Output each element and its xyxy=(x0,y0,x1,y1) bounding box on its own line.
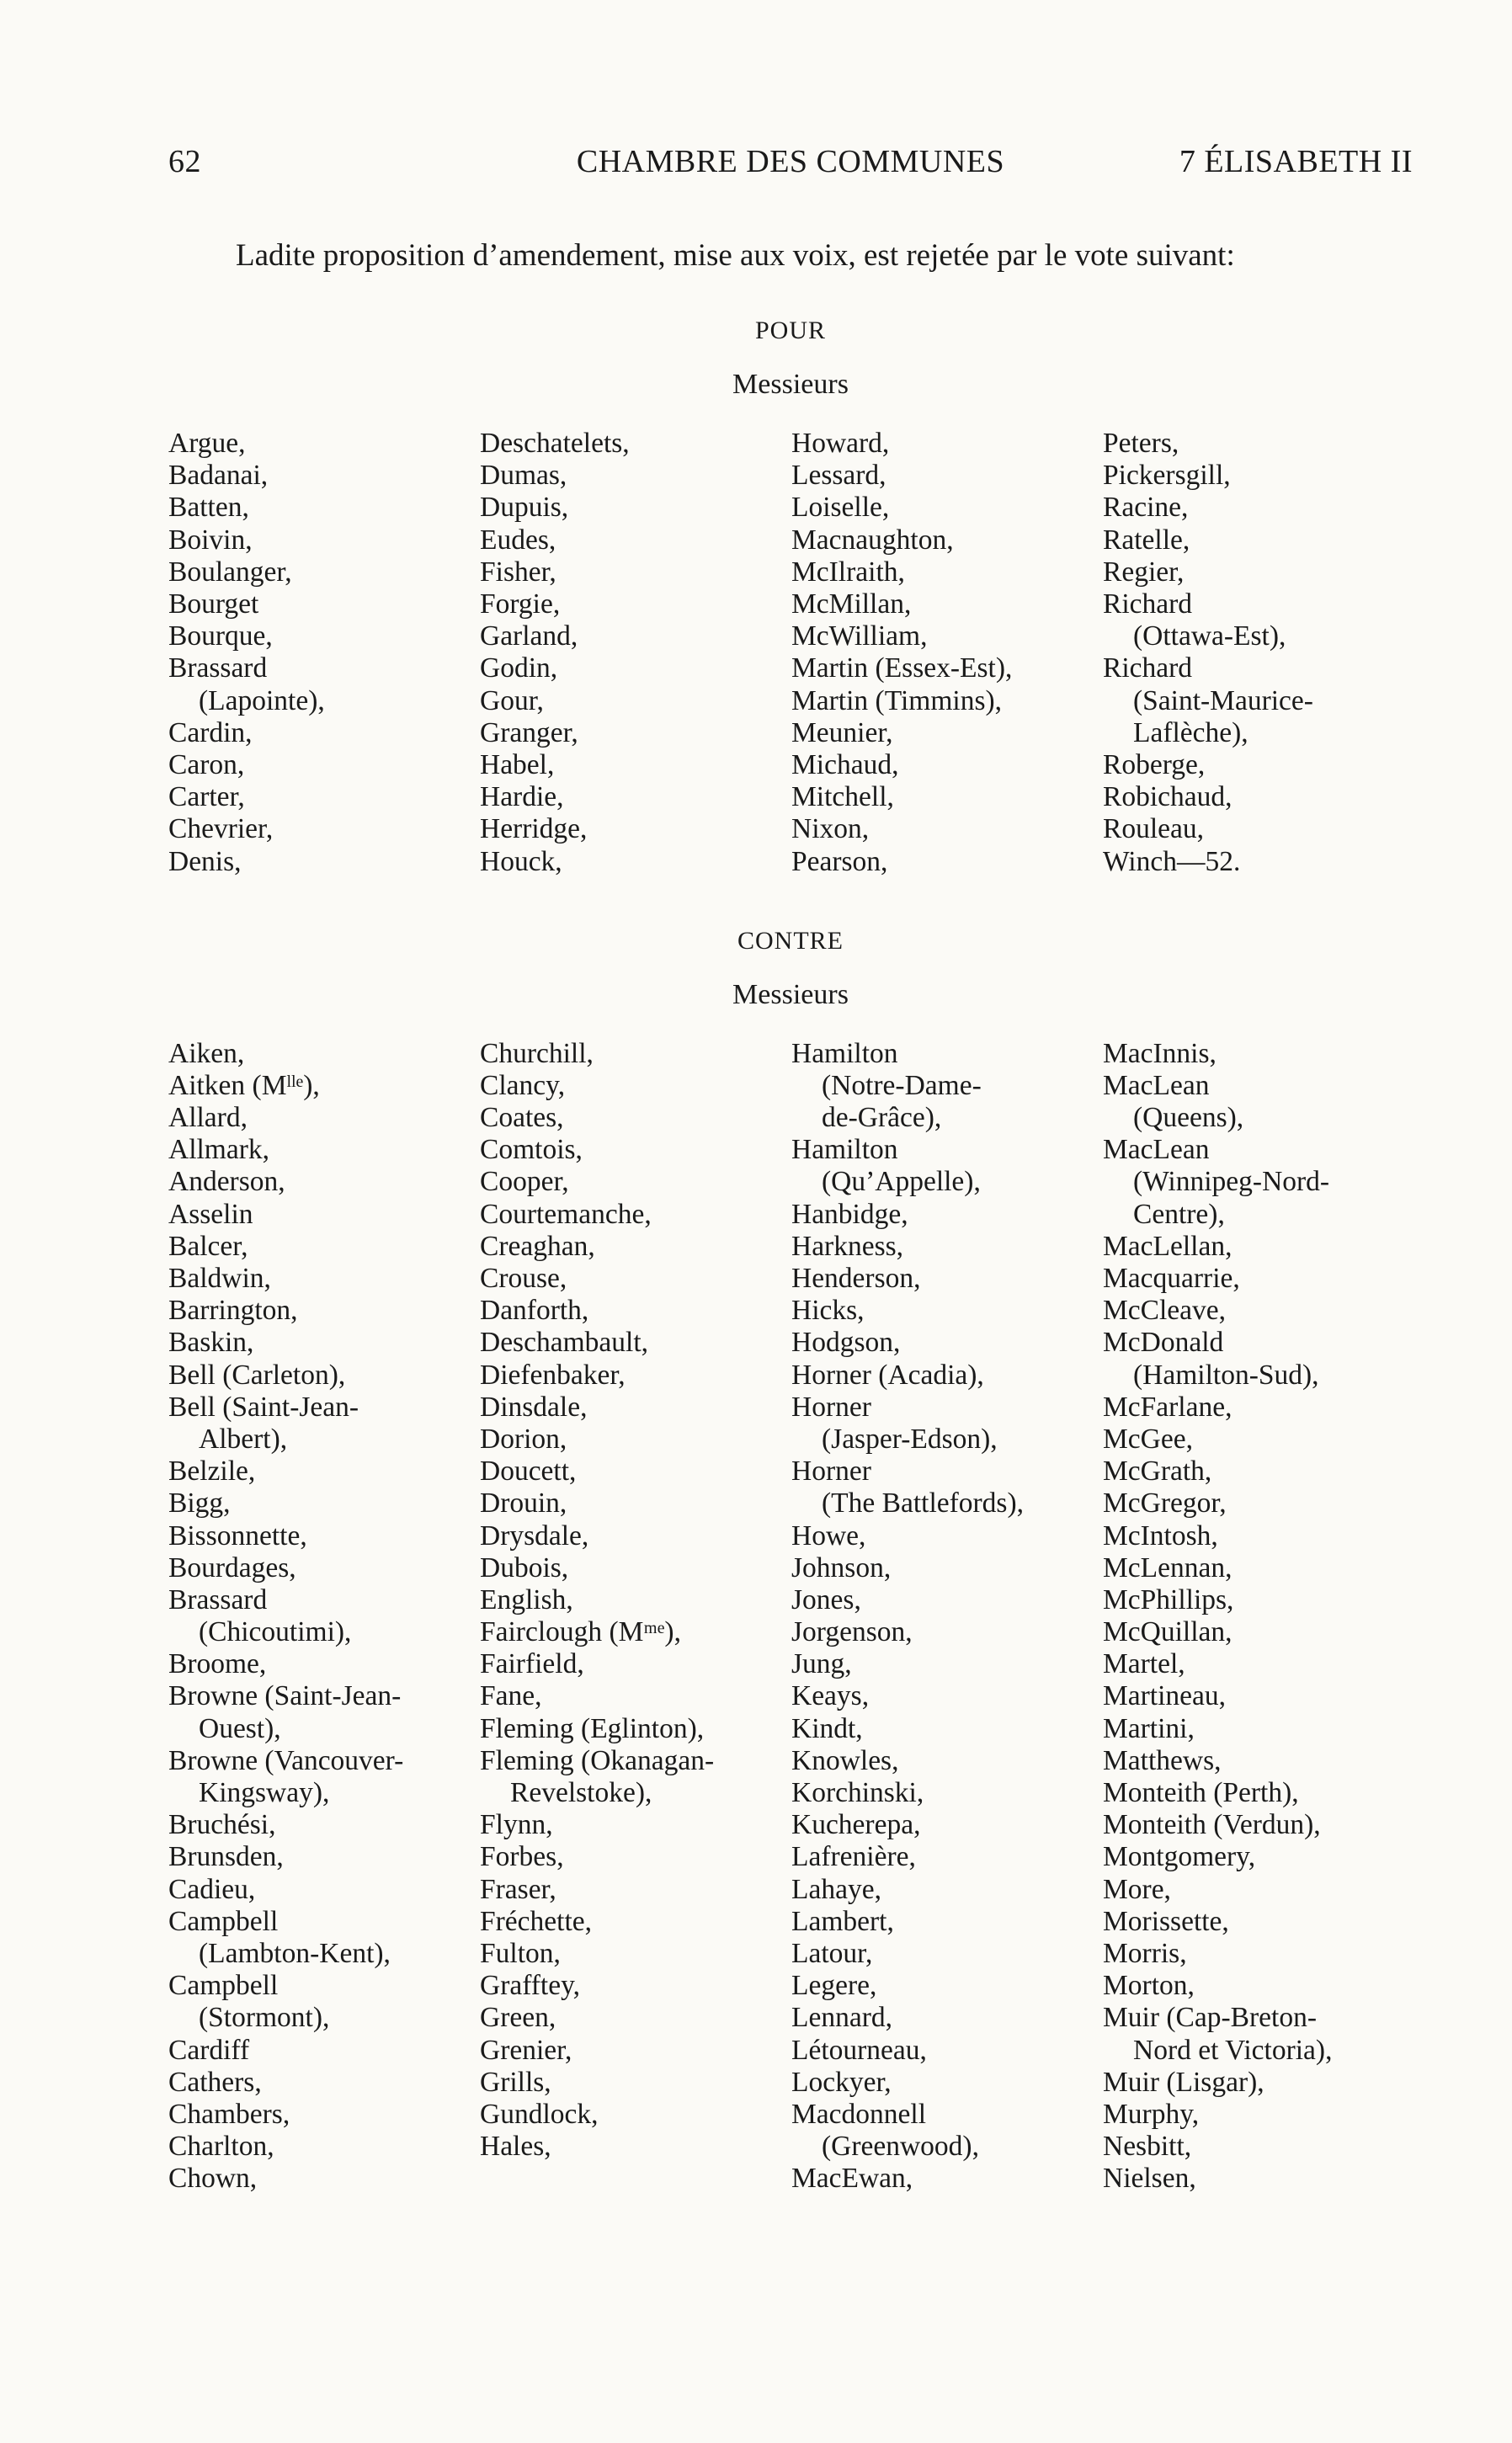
member-name: Dinsdale, xyxy=(480,1391,588,1423)
member-name: MacEwan, xyxy=(791,2163,913,2195)
member-name: Belzile, xyxy=(168,1456,256,1488)
member-name: Garland, xyxy=(480,620,578,652)
member-name: Allmark, xyxy=(168,1134,270,1166)
member-name: Drouin, xyxy=(480,1488,567,1520)
member-name: Legere, xyxy=(791,1970,877,2002)
member-name: Brunsden, xyxy=(168,1841,284,1873)
member-name: (Saint-Maurice- xyxy=(1133,684,1313,716)
member-name: Campbell xyxy=(168,1970,279,2002)
member-name: Cardin, xyxy=(168,716,253,748)
member-name: Creaghan, xyxy=(480,1230,595,1262)
member-name: Knowles, xyxy=(791,1744,899,1776)
member-name: Montgomery, xyxy=(1103,1841,1256,1873)
member-name: Macdonnell xyxy=(791,2098,927,2130)
member-name: Gour, xyxy=(480,684,544,716)
member-name: Dubois, xyxy=(480,1551,569,1583)
member-name: Monteith (Perth), xyxy=(1103,1777,1299,1809)
member-name: Allard, xyxy=(168,1102,248,1134)
member-name: Horner (Acadia), xyxy=(791,1359,984,1391)
member-name: Eudes, xyxy=(480,524,556,556)
member-name: McLennan, xyxy=(1103,1551,1232,1583)
document-page xyxy=(168,143,1413,2195)
member-name: Fleming (Eglinton), xyxy=(480,1712,705,1744)
member-name: Muir (Cap-Breton- xyxy=(1103,2002,1317,2034)
running-header xyxy=(168,143,1413,194)
member-name: Bissonnette, xyxy=(168,1520,307,1551)
member-name: Howe, xyxy=(791,1520,866,1551)
member-name: Crouse, xyxy=(480,1263,567,1295)
member-name: Granger, xyxy=(480,716,578,748)
member-name: Campbell xyxy=(168,1905,279,1937)
member-name: Peters, xyxy=(1103,428,1179,460)
member-name: Regier, xyxy=(1103,556,1185,588)
member-name: Mitchell, xyxy=(791,781,894,813)
member-name: Boulanger, xyxy=(168,556,292,588)
member-name: Loiselle, xyxy=(791,492,890,524)
member-name: Denis, xyxy=(168,845,242,877)
member-name: (Lapointe), xyxy=(199,684,325,716)
member-name: Hales, xyxy=(480,2131,551,2163)
member-name: Monteith (Verdun), xyxy=(1103,1809,1321,1841)
member-name: Fréchette, xyxy=(480,1905,593,1937)
member-name: (Chicoutimi), xyxy=(199,1616,352,1648)
member-name: Cardiff xyxy=(168,2034,250,2066)
member-name: Houck, xyxy=(480,845,562,877)
member-name: Lahaye, xyxy=(791,1873,881,1905)
member-name: Diefenbaker, xyxy=(480,1359,626,1391)
member-name: Dumas, xyxy=(480,460,567,492)
member-name: Cooper, xyxy=(480,1166,569,1198)
member-name: Bourque, xyxy=(168,620,273,652)
member-name: Martineau, xyxy=(1103,1680,1227,1712)
member-name: Ouest), xyxy=(199,1712,281,1744)
member-name: Lafrenière, xyxy=(791,1841,916,1873)
member-name: Charlton, xyxy=(168,2131,274,2163)
pour-subheading: Messieurs xyxy=(732,369,849,401)
member-name: Doucett, xyxy=(480,1456,577,1488)
member-name: McFarlane, xyxy=(1103,1391,1232,1423)
member-name: English, xyxy=(480,1583,573,1615)
member-name: Meunier, xyxy=(791,716,893,748)
member-name: McIlraith, xyxy=(791,556,905,588)
member-name: Aiken, xyxy=(168,1037,245,1069)
member-name: McQuillan, xyxy=(1103,1616,1232,1648)
member-name: Robichaud, xyxy=(1103,781,1232,813)
member-name: Gundlock, xyxy=(480,2098,599,2130)
member-name: Johnson, xyxy=(791,1551,892,1583)
member-name: Hamilton xyxy=(791,1037,898,1069)
member-name: Browne (Saint-Jean- xyxy=(168,1680,402,1712)
member-name: Fairfield, xyxy=(480,1648,584,1680)
member-name: Lennard, xyxy=(791,2002,892,2034)
member-name: Revelstoke), xyxy=(510,1777,652,1809)
member-name: Danforth, xyxy=(480,1295,589,1327)
member-name: Kindt, xyxy=(791,1712,863,1744)
member-name: Nixon, xyxy=(791,813,870,845)
contre-column-3 xyxy=(791,1038,1103,2196)
pour-column-1 xyxy=(168,428,480,878)
member-name: Drysdale, xyxy=(480,1520,589,1551)
member-name: Hardie, xyxy=(480,781,564,813)
member-name: McPhillips, xyxy=(1103,1583,1234,1615)
member-name: Richard xyxy=(1103,588,1193,620)
member-name: Bell (Carleton), xyxy=(168,1359,346,1391)
member-name: Broome, xyxy=(168,1648,267,1680)
member-name: Cathers, xyxy=(168,2066,262,2098)
contre-name-columns xyxy=(168,1038,1413,2196)
member-name: (Ottawa-Est), xyxy=(1133,620,1286,652)
member-name: Jones, xyxy=(791,1583,861,1615)
member-name: Martini, xyxy=(1103,1712,1195,1744)
member-name: Fraser, xyxy=(480,1873,556,1905)
member-name: Horner xyxy=(791,1391,871,1423)
member-name: Bourget xyxy=(168,588,259,620)
member-name: Macquarrie, xyxy=(1103,1263,1240,1295)
member-name: Macnaughton, xyxy=(791,524,954,556)
member-name: Clancy, xyxy=(480,1069,566,1101)
member-name: Hodgson, xyxy=(791,1327,901,1359)
contre-column-4 xyxy=(1103,1038,1414,2196)
contre-column-2 xyxy=(480,1038,791,2196)
member-name: Deschatelets, xyxy=(480,428,630,460)
member-name: Lambert, xyxy=(791,1905,894,1937)
member-name: Jung, xyxy=(791,1648,852,1680)
member-name: (Winnipeg-Nord- xyxy=(1133,1166,1330,1198)
member-name: Chown, xyxy=(168,2163,258,2195)
member-name: Muir (Lisgar), xyxy=(1103,2066,1264,2098)
pour-column-4 xyxy=(1103,428,1414,878)
member-name: Martel, xyxy=(1103,1648,1185,1680)
member-name: Aitken (Mˡˡᵉ), xyxy=(168,1069,320,1101)
member-name: Nord et Victoria), xyxy=(1133,2034,1333,2066)
member-name: Kucherepa, xyxy=(791,1809,921,1841)
member-name: Korchinski, xyxy=(791,1777,924,1809)
member-name: Churchill, xyxy=(480,1037,594,1069)
member-name: (Greenwood), xyxy=(822,2131,979,2163)
contre-subheading: Messieurs xyxy=(732,978,849,1010)
contre-column-1 xyxy=(168,1038,480,2196)
member-name: (Queens), xyxy=(1133,1102,1244,1134)
member-name: McCleave, xyxy=(1103,1295,1227,1327)
member-name: Brassard xyxy=(168,652,268,684)
member-name: MacLean xyxy=(1103,1134,1210,1166)
member-name: Lessard, xyxy=(791,460,886,492)
member-name: Martin (Timmins), xyxy=(791,684,1003,716)
member-name: Caron, xyxy=(168,748,245,780)
member-name: Fane, xyxy=(480,1680,542,1712)
member-name: McMillan, xyxy=(791,588,912,620)
intro-paragraph: Ladite proposition d’amendement, mise aux voix, est rejetée par le vote suivant: xyxy=(236,238,1235,273)
member-name: Anderson, xyxy=(168,1166,285,1198)
member-name: Godin, xyxy=(480,652,558,684)
member-name: McIntosh, xyxy=(1103,1520,1218,1551)
member-name: Hamilton xyxy=(791,1134,898,1166)
member-name: (Hamilton-Sud), xyxy=(1133,1359,1319,1391)
member-name: Comtois, xyxy=(480,1134,583,1166)
member-name: Grafftey, xyxy=(480,1970,581,2002)
member-name: (The Battlefords), xyxy=(822,1488,1024,1520)
header-title: CHAMBRE DES COMMUNES xyxy=(576,144,1005,179)
member-name: Albert), xyxy=(199,1423,288,1455)
member-name: Batten, xyxy=(168,492,249,524)
member-name: Habel, xyxy=(480,748,555,780)
member-name: Richard xyxy=(1103,652,1193,684)
member-name: Dorion, xyxy=(480,1423,567,1455)
member-name: Grills, xyxy=(480,2066,551,2098)
member-name: Centre), xyxy=(1133,1198,1225,1230)
pour-heading: POUR xyxy=(754,317,827,345)
member-name: (Lambton-Kent), xyxy=(199,1937,391,1969)
member-name: Latour, xyxy=(791,1937,873,1969)
member-name: Matthews, xyxy=(1103,1744,1222,1776)
member-name: Murphy, xyxy=(1103,2098,1200,2130)
member-name: Pickersgill, xyxy=(1103,460,1231,492)
member-name: Chevrier, xyxy=(168,813,274,845)
page-number: 62 xyxy=(168,144,201,179)
member-name: Laflèche), xyxy=(1133,716,1248,748)
member-name: Lockyer, xyxy=(791,2066,892,2098)
member-name: More, xyxy=(1103,1873,1171,1905)
member-name: Morris, xyxy=(1103,1937,1187,1969)
member-name: Boivin, xyxy=(168,524,253,556)
member-name: Deschambault, xyxy=(480,1327,649,1359)
member-name: Courtemanche, xyxy=(480,1198,652,1230)
member-name: Badanai, xyxy=(168,460,269,492)
member-name: McDonald xyxy=(1103,1327,1224,1359)
member-name: de-Grâce), xyxy=(822,1102,942,1134)
member-name: Michaud, xyxy=(791,748,899,780)
member-name: Flynn, xyxy=(480,1809,553,1841)
member-name: Barrington, xyxy=(168,1295,298,1327)
member-name: Rouleau, xyxy=(1103,813,1205,845)
member-name: Roberge, xyxy=(1103,748,1206,780)
member-name: Bruchési, xyxy=(168,1809,276,1841)
member-name: Kingsway), xyxy=(199,1777,330,1809)
member-name: (Jasper-Edson), xyxy=(822,1423,998,1455)
member-name: Grenier, xyxy=(480,2034,572,2066)
member-name: McWilliam, xyxy=(791,620,928,652)
member-name: Fleming (Okanagan- xyxy=(480,1744,715,1776)
member-name: Browne (Vancouver- xyxy=(168,1744,404,1776)
member-name: McGee, xyxy=(1103,1423,1193,1455)
member-name: Herridge, xyxy=(480,813,588,845)
member-name: (Qu’Appelle), xyxy=(822,1166,981,1198)
member-name: Racine, xyxy=(1103,492,1189,524)
member-name: Fairclough (Mᵐᵉ), xyxy=(480,1616,681,1648)
member-name: Forgie, xyxy=(480,588,561,620)
member-name: MacLellan, xyxy=(1103,1230,1232,1262)
member-name: Pearson, xyxy=(791,845,888,877)
member-name: Bigg, xyxy=(168,1488,231,1520)
member-name: Asselin xyxy=(168,1198,253,1230)
member-name: Baldwin, xyxy=(168,1263,271,1295)
member-name: Dupuis, xyxy=(480,492,569,524)
member-name: Keays, xyxy=(791,1680,870,1712)
member-name: Coates, xyxy=(480,1102,564,1134)
member-name: Bourdages, xyxy=(168,1551,296,1583)
contre-heading: CONTRE xyxy=(737,926,844,955)
pour-name-columns xyxy=(168,428,1413,878)
member-name: Ratelle, xyxy=(1103,524,1190,556)
member-name: Morissette, xyxy=(1103,1905,1229,1937)
member-name: Bell (Saint-Jean- xyxy=(168,1391,359,1423)
member-name: Winch—52. xyxy=(1103,845,1241,877)
member-name: Létourneau, xyxy=(791,2034,927,2066)
member-name: Cadieu, xyxy=(168,1873,256,1905)
member-name: Martin (Essex-Est), xyxy=(791,652,1013,684)
member-name: Henderson, xyxy=(791,1263,921,1295)
member-name: Baskin, xyxy=(168,1327,254,1359)
member-name: Horner xyxy=(791,1456,871,1488)
pour-column-3 xyxy=(791,428,1103,878)
member-name: Brassard xyxy=(168,1583,268,1615)
member-name: MacInnis, xyxy=(1103,1037,1217,1069)
member-name: Forbes, xyxy=(480,1841,564,1873)
member-name: Carter, xyxy=(168,781,245,813)
member-name: Morton, xyxy=(1103,1970,1195,2002)
member-name: Fulton, xyxy=(480,1937,561,1969)
member-name: McGregor, xyxy=(1103,1488,1227,1520)
member-name: Nielsen, xyxy=(1103,2163,1196,2195)
member-name: Jorgenson, xyxy=(791,1616,913,1648)
member-name: Harkness, xyxy=(791,1230,904,1262)
member-name: Hanbidge, xyxy=(791,1198,908,1230)
member-name: Nesbitt, xyxy=(1103,2131,1192,2163)
member-name: Chambers, xyxy=(168,2098,290,2130)
member-name: Hicks, xyxy=(791,1295,865,1327)
member-name: Fisher, xyxy=(480,556,556,588)
member-name: (Stormont), xyxy=(199,2002,330,2034)
member-name: MacLean xyxy=(1103,1069,1210,1101)
member-name: McGrath, xyxy=(1103,1456,1212,1488)
member-name: (Notre-Dame- xyxy=(822,1069,982,1101)
header-regnal-year: 7 ÉLISABETH II xyxy=(1179,144,1413,179)
member-name: Howard, xyxy=(791,428,890,460)
member-name: Balcer, xyxy=(168,1230,248,1262)
member-name: Green, xyxy=(480,2002,556,2034)
member-name: Argue, xyxy=(168,428,246,460)
pour-column-2 xyxy=(480,428,791,878)
